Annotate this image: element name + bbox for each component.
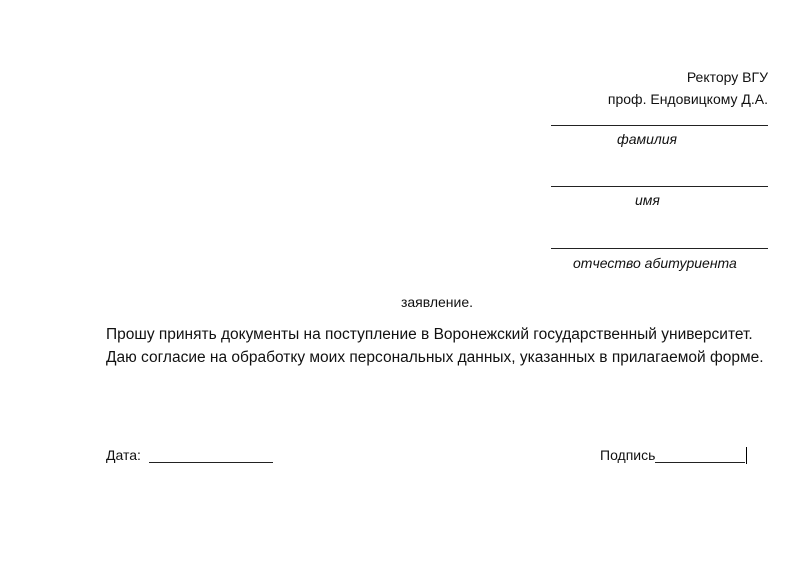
- signature-field: [600, 447, 747, 464]
- addressee-line-1: Ректору ВГУ: [686, 69, 768, 85]
- body-line-1: Прошу принять документы на поступление в Воронежский государственный университет.: [106, 326, 753, 343]
- name-caption: имя: [635, 192, 660, 208]
- patronymic-field-line[interactable]: [551, 248, 768, 249]
- date-field: [106, 447, 273, 463]
- patronymic-caption: отчество абитуриента: [573, 255, 737, 271]
- body-line-2: Даю согласие на обработку моих персональных данных, указанных в прилагаемой форме.: [106, 349, 764, 366]
- date-input-line[interactable]: [149, 448, 273, 463]
- addressee-line-2: проф. Ендовицкому Д.А.: [607, 91, 768, 107]
- surname-field-line[interactable]: [551, 125, 768, 126]
- signature-label: Подпись: [600, 447, 656, 463]
- date-label: Дата:: [106, 447, 141, 463]
- surname-caption: фамилия: [617, 131, 678, 147]
- name-field-line[interactable]: [551, 186, 768, 187]
- document-title: заявление.: [400, 294, 474, 310]
- text-cursor: [746, 447, 747, 464]
- signature-input-line[interactable]: [655, 448, 745, 463]
